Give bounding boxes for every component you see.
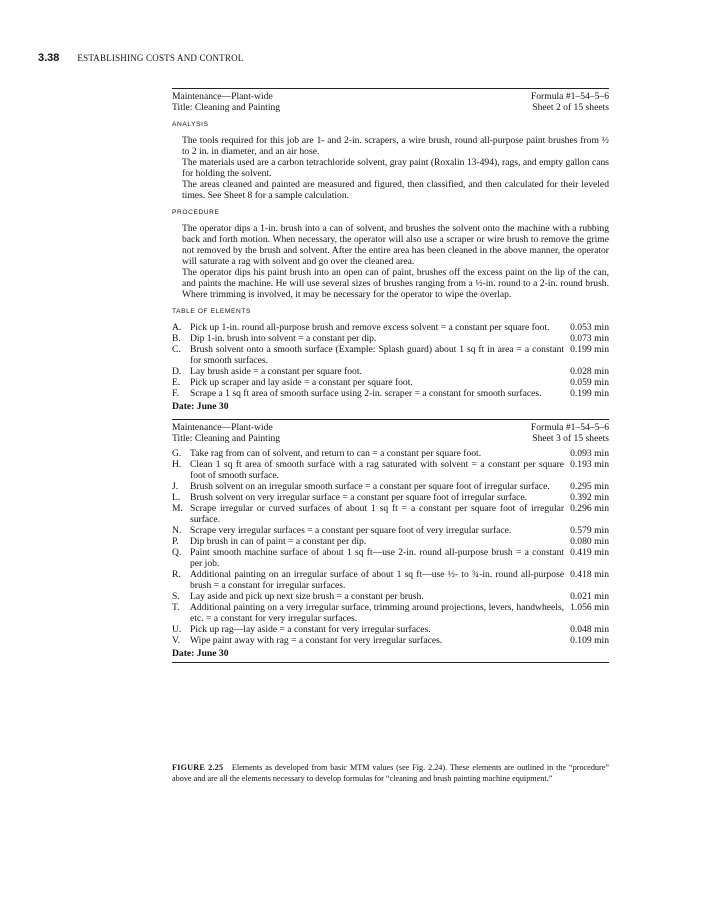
sheet-top-rule <box>172 88 609 89</box>
procedure-paragraph: The operator dips a 1-in. brush into a can of solvent, and brushes the solvent onto the machine with a rubbing back and forth motion. When necessary, the operator will also use a scraper or wire brush to remove the grime not removed by the brush and solvent. After the entire area has been cleaned in the above manner, the operator will saturate a rag with solvent and go over the cleaned area. <box>182 223 609 267</box>
element-time: 0.093 min <box>570 448 609 459</box>
sheet-header <box>172 422 609 444</box>
analysis-label: ANALYSIS <box>172 121 209 128</box>
element-time: 0.296 min <box>570 503 609 514</box>
sheet-number: Sheet 3 of 15 sheets <box>532 433 609 444</box>
element-description: Brush solvent onto a smooth surface (Example: Splash guard) about 1 sq ft in area = a constant for smooth surfaces. <box>190 344 565 366</box>
page-header <box>38 52 678 64</box>
element-letter: D. <box>172 366 182 377</box>
procedure-label: PROCEDURE <box>172 209 220 216</box>
sheet-number: Sheet 2 of 15 sheets <box>532 102 609 113</box>
element-letter: V. <box>172 635 181 646</box>
element-letter: G. <box>172 448 182 459</box>
sheet-formula: Formula #1–54–5–6 <box>530 91 609 102</box>
element-letter: E. <box>172 377 181 388</box>
document-body <box>172 88 609 663</box>
figure-caption <box>172 763 609 784</box>
analysis-paragraph: The tools required for this job are 1- and 2-in. scrapers, a wire brush, round all-purpose paint brushes from ½ to 2 in. in diameter, and an air hose. <box>182 135 609 157</box>
element-letter: S. <box>172 591 180 602</box>
element-row <box>172 322 609 333</box>
element-row <box>172 333 609 344</box>
element-time: 0.295 min <box>570 481 609 492</box>
sheet-bottom-rule <box>172 662 609 663</box>
element-time: 0.199 min <box>570 388 609 399</box>
element-description: Pick up scraper and lay aside = a constant per square foot. <box>190 377 413 388</box>
element-time: 0.193 min <box>570 459 609 470</box>
element-time: 0.053 min <box>570 322 609 333</box>
sheet-top-rule <box>172 419 609 420</box>
sheet-3 <box>172 419 609 663</box>
element-time: 0.073 min <box>570 333 609 344</box>
element-row <box>172 481 609 492</box>
element-description: Dip 1-in. brush into solvent = a constant per dip. <box>190 333 377 344</box>
element-description: Scrape irregular or curved surfaces of about 1 sq ft = a constant per square foot of irregular surface. <box>190 503 565 525</box>
element-description: Wipe paint away with rag = a constant for very irregular surfaces. <box>190 635 443 646</box>
sheet-title: Title: Cleaning and Painting <box>172 102 281 113</box>
element-row <box>172 547 609 569</box>
element-description: Take rag from can of solvent, and return to can = a constant per square foot. <box>190 448 482 459</box>
elements-list <box>172 322 609 399</box>
element-letter: L. <box>172 492 181 503</box>
figure-label: FIGURE 2.25 <box>172 763 224 772</box>
element-description: Additional painting on an irregular surface of about 1 sq ft—use ½- to ¾-in. round all-purpose brush = a constant for irregular surfaces. <box>190 569 565 591</box>
sheet-department: Maintenance—Plant-wide <box>172 91 273 102</box>
element-letter: A. <box>172 322 182 333</box>
element-letter: H. <box>172 459 182 470</box>
element-row <box>172 459 609 481</box>
element-letter: R. <box>172 569 181 580</box>
element-letter: U. <box>172 624 182 635</box>
sheet-formula: Formula #1–54–5–6 <box>530 422 609 433</box>
element-letter: C. <box>172 344 181 355</box>
element-row <box>172 366 609 377</box>
element-row <box>172 388 609 399</box>
element-row <box>172 344 609 366</box>
element-description: Brush solvent on an irregular smooth surface = a constant per square foot of irregular surface. <box>190 481 550 492</box>
element-letter: T. <box>172 602 180 613</box>
element-description: Dip brush in can of paint = a constant per dip. <box>190 536 367 547</box>
element-description: Lay brush aside = a constant per square foot. <box>190 366 362 377</box>
sheet-2 <box>172 88 609 412</box>
figure-caption-text: Elements as developed from basic MTM values (see Fig. 2.24). These elements are outlined in the “procedure” above and are all the elements necessary to develop formulas for “cleaning and brush painting machine equipment.” <box>172 763 610 783</box>
page-number: 3.38 <box>38 52 60 64</box>
element-row <box>172 569 609 591</box>
element-letter: J. <box>172 481 179 492</box>
analysis-paragraph: The areas cleaned and painted are measured and figured, then classified, and then calculated for their leveled times. See Sheet 8 for a sample calculation. <box>182 179 609 201</box>
element-row <box>172 492 609 503</box>
sheet-title: Title: Cleaning and Painting <box>172 433 281 444</box>
sheet-department: Maintenance—Plant-wide <box>172 422 273 433</box>
element-row <box>172 525 609 536</box>
element-letter: P. <box>172 536 179 547</box>
element-time: 0.028 min <box>570 366 609 377</box>
element-row <box>172 536 609 547</box>
element-time: 0.109 min <box>570 635 609 646</box>
element-description: Additional painting on a very irregular surface, trimming around projections, levers, handwheels, etc. = a constant for very irregular surfaces. <box>190 602 565 624</box>
element-time: 0.059 min <box>570 377 609 388</box>
element-description: Clean 1 sq ft area of smooth surface with a rag saturated with solvent = a constant per square foot of smooth surface. <box>190 459 565 481</box>
table-of-elements-label: TABLE OF ELEMENTS <box>172 308 251 315</box>
element-row <box>172 602 609 624</box>
element-description: Brush solvent on very irregular surface = a constant per square foot of irregular surface. <box>190 492 528 503</box>
element-description: Scrape a 1 sq ft area of smooth surface using 2-in. scraper = a constant for smooth surfaces. <box>190 388 542 399</box>
element-time: 0.418 min <box>570 569 609 580</box>
element-letter: M. <box>172 503 183 514</box>
element-time: 0.392 min <box>570 492 609 503</box>
element-letter: N. <box>172 525 182 536</box>
element-description: Pick up 1-in. round all-purpose brush and remove excess solvent = a constant per square foot. <box>190 322 550 333</box>
analysis-paragraph: The materials used are a carbon tetrachloride solvent, gray paint (Roxalin 13-494), rags, and empty gallon cans for holding the solvent. <box>182 157 609 179</box>
element-description: Lay aside and pick up next size brush = a constant per brush. <box>190 591 424 602</box>
element-time: 0.199 min <box>570 344 609 355</box>
sheet-date: Date: June 30 <box>172 648 229 659</box>
procedure-paragraph: The operator dips his paint brush into an open can of paint, brushes off the excess paint on the lip of the can, and paints the machine. He will use several sizes of brushes ranging from a ½-in. round to a 2-in. round brush. Where trimming is involved, it may be necessary for the operator to wipe the overlap. <box>182 267 609 300</box>
element-row <box>172 624 609 635</box>
element-row <box>172 591 609 602</box>
element-time: 0.579 min <box>570 525 609 536</box>
element-row <box>172 448 609 459</box>
element-time: 0.021 min <box>570 591 609 602</box>
element-row <box>172 503 609 525</box>
element-time: 0.048 min <box>570 624 609 635</box>
element-time: 0.080 min <box>570 536 609 547</box>
element-letter: F. <box>172 388 179 399</box>
element-description: Pick up rag—lay aside = a constant for very irregular surfaces. <box>190 624 431 635</box>
element-row <box>172 635 609 646</box>
elements-list <box>172 448 609 646</box>
element-time: 1.056 min <box>570 602 609 613</box>
sheet-date: Date: June 30 <box>172 401 229 412</box>
element-letter: B. <box>172 333 181 344</box>
element-time: 0.419 min <box>570 547 609 558</box>
element-row <box>172 377 609 388</box>
element-letter: Q. <box>172 547 182 558</box>
element-description: Scrape very irregular surfaces = a constant per square foot of very irregular surface. <box>190 525 512 536</box>
element-description: Paint smooth machine surface of about 1 sq ft—use 2-in. round all-purpose brush = a constant per job. <box>190 547 565 569</box>
sheet-header <box>172 91 609 113</box>
running-head: ESTABLISHING COSTS AND CONTROL <box>77 53 244 63</box>
